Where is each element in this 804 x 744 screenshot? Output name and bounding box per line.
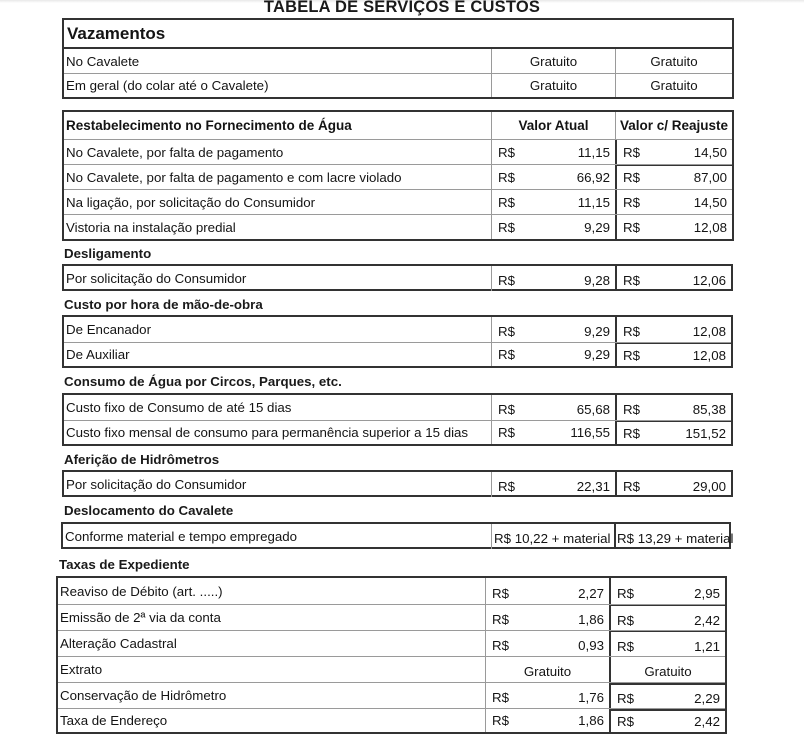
valor-atual [491,190,615,214]
valor-reajuste [615,472,731,497]
amount: 2,95 [694,585,720,601]
amount: 2,42 [694,714,720,729]
section-heading-deslocamento: Deslocamento do Cavalete [64,503,234,518]
currency-symbol: R$ [623,194,640,210]
amount: 9,28 [584,273,610,288]
afericao-table [62,470,733,497]
section-heading-mao-de-obra: Custo por hora de mão-de-obra [64,297,263,312]
currency-symbol: R$ [498,169,515,185]
vazamentos-header-row [64,20,732,47]
section-heading-expediente: Taxas de Expediente [59,557,190,572]
valor-atual [485,578,609,604]
row-label: Alteração Cadastral [60,636,177,651]
currency-symbol: R$ [498,194,515,210]
currency-symbol: R$ [498,347,515,362]
restabelecimento-table [62,110,734,241]
row-label: Emissão de 2ª via da conta [60,610,221,625]
currency-symbol: R$ [498,479,515,494]
valor-reajuste: Gratuito [615,49,732,73]
row-label: Extrato [60,662,103,677]
valor-reajuste: Gratuito [609,657,725,682]
currency-symbol: R$ [617,638,634,654]
table-row [64,73,732,97]
page-title: TABELA DE SERVIÇOS E CUSTOS [263,0,541,16]
row-label: Conservação de Hidrômetro [60,688,227,703]
section-heading-afericao: Aferição de Hidrômetros [64,452,220,467]
section-heading-desligamento: Desligamento [64,246,152,261]
table-row [64,214,732,239]
valor-reajuste [615,343,731,366]
section-heading-circos: Consumo de Água por Circos, Parques, etc. [64,374,342,389]
currency-symbol: R$ [623,144,640,160]
amount: 11,15 [577,144,610,160]
column-header-valor-reajuste: Valor c/ Reajuste [615,112,732,139]
valor-atual: Gratuito [491,74,615,97]
valor-reajuste [609,709,725,732]
mao-de-obra-table [62,315,733,368]
valor-atual [491,215,615,239]
amount: 9,29 [584,347,610,362]
currency-symbol: R$ [617,585,634,601]
valor-reajuste [615,165,732,189]
amount: 2,42 [694,612,720,628]
row-label: De Auxiliar [66,347,130,362]
valor-atual [491,165,615,189]
amount: 65,68 [576,402,610,417]
currency-symbol: R$ [617,691,634,706]
row-label: Custo fixo de Consumo de até 15 dias [66,400,292,415]
currency-symbol: R$ [492,585,509,601]
table-row [64,472,731,497]
row-label: Vistoria na instalação predial [66,219,236,235]
amount: 12,08 [693,219,727,235]
table-row [63,524,734,549]
valor-atual: Gratuito [491,49,615,73]
amount: 66,92 [576,169,610,185]
valor-reajuste [615,317,731,342]
table-row [58,656,725,682]
amount: 1,86 [578,612,604,627]
currency-symbol: R$ [623,479,640,494]
currency-symbol: R$ [617,612,634,628]
desligamento-table [62,264,733,291]
currency-symbol: R$ [498,219,515,235]
valor-reajuste [609,631,725,656]
amount: 29,00 [692,479,726,494]
column-header-valor-atual: Valor Atual [491,112,615,139]
expediente-table [56,576,727,734]
table-row [58,604,725,630]
amount: 12,08 [692,324,726,339]
table-row [64,342,731,366]
row-label: De Encanador [66,322,152,337]
row-label: Taxa de Endereço [60,713,168,728]
valor-atual [491,421,615,444]
row-label: Na ligação, por solicitação do Consumidor [66,194,316,210]
table-row [58,630,725,656]
amount: 11,15 [577,194,610,210]
row-label: Conforme material e tempo empregado [65,529,298,544]
currency-symbol: R$ [623,347,640,363]
amount: 9,29 [584,219,610,235]
valor-reajuste [615,395,731,420]
amount: 12,08 [692,347,726,363]
currency-symbol: R$ [492,713,509,728]
row-label: No Cavalete [66,53,140,69]
amount: 87,00 [693,170,727,185]
currency-symbol: R$ [498,273,515,288]
currency-symbol: R$ [623,425,640,441]
restabelecimento-header-row [64,112,732,139]
amount: 2,29 [694,691,720,706]
circos-table [62,393,733,446]
table-row [64,164,732,189]
row-label: Em geral (do colar até o Cavalete) [66,78,269,93]
amount: 0,93 [578,638,604,653]
amount: 1,86 [578,713,604,728]
valor-reajuste: R$ 13,29 + material [614,524,729,549]
row-label: Custo fixo mensal de consumo para permanência superior a 15 dias [66,425,469,440]
currency-symbol: R$ [498,402,515,417]
amount: 9,29 [584,324,610,339]
currency-symbol: R$ [623,273,640,288]
amount: 1,21 [694,638,720,654]
amount: 85,38 [692,402,726,417]
section-heading: Restabelecimento no Fornecimento de Água [66,118,352,133]
table-row [64,420,731,444]
vazamentos-table [62,18,734,99]
amount: 12,06 [692,273,726,288]
row-label: No Cavalete, por falta de pagamento [66,144,284,160]
valor-atual [491,266,615,291]
table-row [64,189,732,214]
currency-symbol: R$ [492,638,509,653]
valor-reajuste [609,605,725,630]
valor-reajuste [615,140,732,164]
amount: 14,50 [693,144,727,160]
amount: 151,52 [685,425,726,441]
currency-symbol: R$ [623,219,640,235]
valor-atual [485,605,609,630]
valor-reajuste [615,421,731,444]
valor-atual [491,317,615,342]
valor-reajuste [615,190,732,214]
table-row [64,139,732,164]
currency-symbol: R$ [623,324,640,339]
section-heading: Vazamentos [67,23,166,43]
row-label: Por solicitação do Consumidor [66,477,247,492]
currency-symbol: R$ [498,324,515,339]
amount: 2,27 [578,585,604,601]
currency-symbol: R$ [492,690,509,705]
table-row [58,682,725,708]
valor-atual [491,343,615,366]
amount: 22,31 [576,479,610,494]
currency-symbol: R$ [617,714,634,729]
valor-atual: R$ 10,22 + material [491,524,614,549]
table-row [58,708,725,732]
table-row [58,578,725,604]
amount: 14,50 [693,194,727,210]
table-row [64,317,731,342]
currency-symbol: R$ [498,425,515,440]
valor-atual: Gratuito [485,657,609,682]
row-label: Reaviso de Débito (art. .....) [60,583,223,599]
table-row [64,266,731,291]
amount: 116,55 [570,425,610,440]
currency-symbol: R$ [623,170,640,185]
valor-reajuste [615,266,731,291]
valor-atual [485,683,609,708]
currency-symbol: R$ [492,612,509,627]
valor-reajuste [615,215,732,239]
valor-reajuste [609,578,725,604]
table-row [64,47,732,73]
currency-symbol: R$ [498,144,515,160]
table-row [64,395,731,420]
valor-atual [491,140,615,164]
row-label: Por solicitação do Consumidor [66,271,247,286]
amount: 1,76 [578,690,604,705]
valor-atual [485,631,609,656]
valor-reajuste: Gratuito [615,74,732,97]
valor-atual [491,472,615,497]
valor-reajuste [609,683,725,708]
row-label: No Cavalete, por falta de pagamento e com lacre violado [66,169,402,185]
valor-atual [491,395,615,420]
currency-symbol: R$ [623,402,640,417]
deslocamento-table [61,522,734,549]
valor-atual [485,709,609,732]
